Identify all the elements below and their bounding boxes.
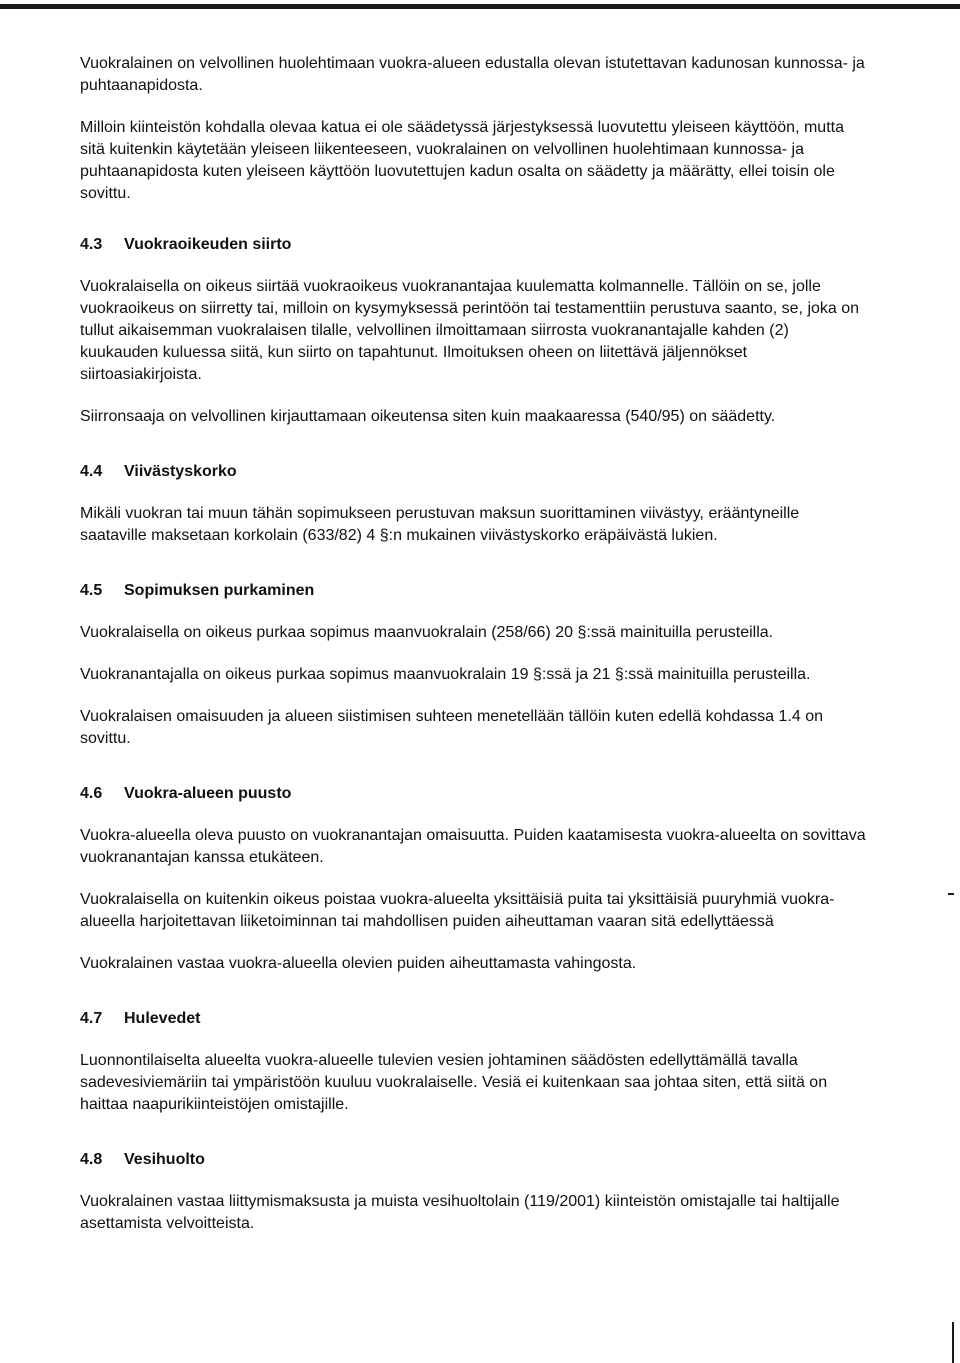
section-number: 4.7	[80, 1010, 103, 1027]
document-body	[80, 53, 870, 1235]
section-title: Viivästyskorko	[124, 463, 237, 480]
section-paragraph: Siirronsaaja on velvollinen kirjauttamaan oikeutensa siten kuin maakaaressa (540/95) on säädetty.	[80, 408, 776, 425]
section-paragraph: Mikäli vuokran tai muun tähän sopimukseen perustuvan maksun suorittaminen viivästyy, erääntyneille saataville maksetaan korkolain (633/82) 4 §:n mukainen viivästyskorko eräpäivästä lukien.	[80, 505, 800, 544]
section-paragraph: Vuokra-alueella oleva puusto on vuokranantajan omaisuutta. Puiden kaatamisesta vuokra-alueelta on sovittava vuokranantajan kanssa etukäteen.	[80, 827, 866, 866]
section-number: 4.6	[80, 785, 103, 802]
section-paragraph: Vuokralaisen omaisuuden ja alueen siistimisen suhteen menetellään tällöin kuten edellä kohdassa 1.4 on sovittu.	[80, 708, 823, 747]
right-border-rule	[952, 1322, 954, 1363]
section-heading	[80, 783, 870, 805]
intro-paragraph: Vuokralainen on velvollinen huolehtimaan vuokra-alueen edustalla olevan istutettavan kadunosan kunnossa- ja puhtaanapidosta.	[80, 55, 865, 94]
section-paragraph: Vuokralainen vastaa vuokra-alueella olevien puiden aiheuttamasta vahingosta.	[80, 955, 637, 972]
margin-mark	[948, 893, 954, 895]
section-number: 4.8	[80, 1151, 103, 1168]
section-paragraph: Vuokralainen vastaa liittymismaksusta ja muista vesihuoltolain (119/2001) kiinteistön omistajalle tai haltijalle asettamista velvoitteista.	[80, 1193, 840, 1232]
section-heading	[80, 234, 870, 256]
section-title: Vuokra-alueen puusto	[124, 785, 292, 802]
section-heading	[80, 461, 870, 483]
section-paragraph: Vuokralaisella on oikeus purkaa sopimus maanvuokralain (258/66) 20 §:ssä mainituilla perusteilla.	[80, 624, 774, 641]
section-paragraph: Luonnontilaiselta alueelta vuokra-alueelle tulevien vesien johtaminen säädösten edellyttämällä tavalla sadevesiviemäriin tai ympäristöön kuuluu vuokralaiselle. Vesiä ei kuitenkaan saa johtaa siten, että siitä on haittaa naapurikiinteistöjen omistajille.	[80, 1052, 828, 1113]
top-border-rule	[0, 4, 960, 9]
section-paragraph: Vuokralaisella on kuitenkin oikeus poistaa vuokra-alueelta yksittäisiä puita tai yksittäisiä puuryhmiä vuokra-alueella harjoitettavan liiketoiminnan tai mahdollisen puiden aiheuttaman vaaran sitä edellyttäessä	[80, 891, 835, 930]
section-number: 4.5	[80, 582, 103, 599]
section-heading	[80, 1149, 870, 1171]
section-title: Hulevedet	[124, 1010, 201, 1027]
section-number: 4.3	[80, 236, 103, 253]
section-title: Vesihuolto	[124, 1151, 205, 1168]
section-paragraph: Vuokranantajalla on oikeus purkaa sopimus maanvuokralain 19 §:ssä ja 21 §:ssä mainituilla perusteilla.	[80, 666, 811, 683]
section-number: 4.4	[80, 463, 103, 480]
section-title: Sopimuksen purkaminen	[124, 582, 315, 599]
section-heading	[80, 580, 870, 602]
section-heading	[80, 1008, 870, 1030]
section-title: Vuokraoikeuden siirto	[124, 236, 292, 253]
intro-paragraph: Milloin kiinteistön kohdalla olevaa katua ei ole säädetyssä järjestyksessä luovutettu yleiseen käyttöön, mutta sitä kuitenkin käytetään yleiseen liikenteeseen, vuokralainen on velvollinen huolehtimaan kunnossa- ja puhtaanapidosta kuten yleiseen käyttöön luovutettujen kadun osalta on säädetty ja määrätty, ellei toisin ole sovittu.	[80, 119, 844, 202]
section-paragraph: Vuokralaisella on oikeus siirtää vuokraoikeus vuokranantajaa kuulematta kolmannelle. Tällöin on se, jolle vuokraoikeus on siirretty tai, milloin on kysymyksessä perintöön tai testamenttiin perustuva saanto, se, joka on tullut aikaisemman vuokralaisen tilalle, velvollinen ilmoittamaan siirrosta vuokranantajalle kahden (2) kuukauden kuluessa siitä, kun siirto on tapahtunut. Ilmoituksen oheen on liitettävä jäljennökset siirtoasiakirjoista.	[80, 278, 860, 383]
